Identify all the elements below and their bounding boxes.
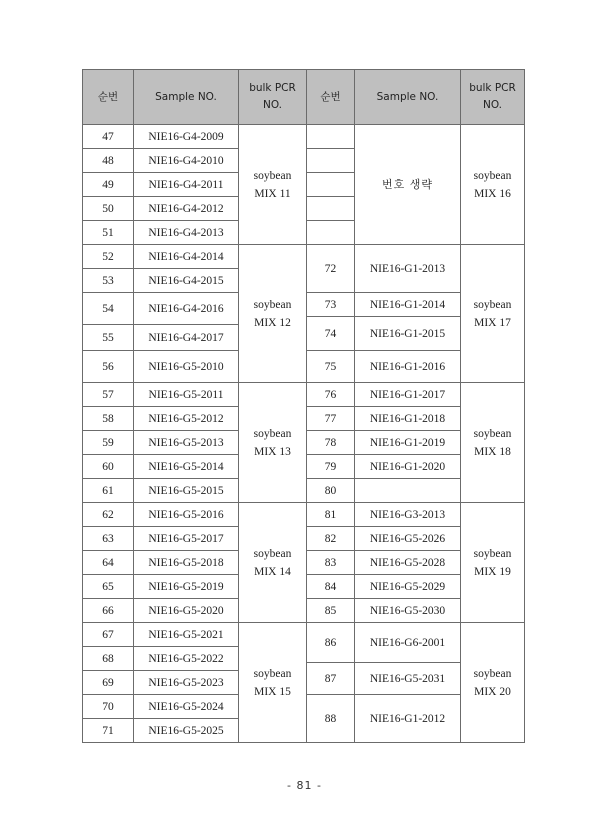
- sample-no-cell: NIE16-G1-2019: [355, 431, 461, 455]
- seq-number-cell: 47: [83, 125, 134, 149]
- sample-no-cell: NIE16-G1-2018: [355, 407, 461, 431]
- omitted-note: 번호 생략: [355, 125, 461, 245]
- sample-no-cell: [355, 479, 461, 503]
- sample-no-cell: NIE16-G4-2012: [134, 197, 239, 221]
- seq-number-cell: 60: [83, 455, 134, 479]
- header-seq-left: 순번: [83, 70, 134, 125]
- empty-cell: [307, 149, 355, 173]
- table-row: [83, 623, 525, 639]
- sample-no-cell: NIE16-G1-2012: [355, 695, 461, 743]
- seq-number-cell: 75: [307, 351, 355, 383]
- bulk-mix-cell: soybean MIX 14: [239, 503, 307, 623]
- bulk-mix-cell: soybean MIX 16: [461, 125, 525, 245]
- seq-number-cell: 80: [307, 479, 355, 503]
- seq-number-cell: 73: [307, 293, 355, 317]
- header-sample-left: Sample NO.: [134, 70, 239, 125]
- sample-no-cell: NIE16-G5-2026: [355, 527, 461, 551]
- sample-no-cell: NIE16-G3-2013: [355, 503, 461, 527]
- seq-number-cell: 85: [307, 599, 355, 623]
- sample-no-cell: NIE16-G5-2010: [134, 351, 239, 383]
- seq-number-cell: 48: [83, 149, 134, 173]
- sample-no-cell: NIE16-G5-2016: [134, 503, 239, 527]
- bulk-mix-cell: soybean MIX 12: [239, 245, 307, 383]
- page-number: - 81 -: [287, 779, 322, 792]
- bulk-mix-cell: soybean MIX 19: [461, 503, 525, 623]
- sample-no-cell: NIE16-G4-2010: [134, 149, 239, 173]
- header-bulk-left: bulk PCR NO.: [239, 70, 307, 125]
- empty-cell: [307, 173, 355, 197]
- sample-no-cell: NIE16-G4-2016: [134, 293, 239, 325]
- sample-no-cell: NIE16-G5-2015: [134, 479, 239, 503]
- sample-no-cell: NIE16-G5-2020: [134, 599, 239, 623]
- seq-number-cell: 66: [83, 599, 134, 623]
- seq-number-cell: 81: [307, 503, 355, 527]
- empty-cell: [307, 197, 355, 221]
- sample-no-cell: NIE16-G4-2011: [134, 173, 239, 197]
- sample-no-cell: NIE16-G4-2015: [134, 269, 239, 293]
- seq-number-cell: 70: [83, 695, 134, 719]
- bulk-mix-cell: soybean MIX 11: [239, 125, 307, 245]
- sample-no-cell: NIE16-G5-2030: [355, 599, 461, 623]
- bulk-mix-cell: soybean MIX 13: [239, 383, 307, 503]
- seq-number-cell: 61: [83, 479, 134, 503]
- sample-no-cell: NIE16-G5-2021: [134, 623, 239, 647]
- seq-number-cell: 53: [83, 269, 134, 293]
- sample-no-cell: NIE16-G5-2018: [134, 551, 239, 575]
- sample-no-cell: NIE16-G5-2017: [134, 527, 239, 551]
- seq-number-cell: 77: [307, 407, 355, 431]
- sample-no-cell: NIE16-G4-2014: [134, 245, 239, 269]
- seq-number-cell: 65: [83, 575, 134, 599]
- sample-no-cell: NIE16-G1-2015: [355, 317, 461, 351]
- table-row: [83, 503, 525, 527]
- header-row: [83, 70, 525, 125]
- seq-number-cell: 86: [307, 623, 355, 663]
- seq-number-cell: 52: [83, 245, 134, 269]
- header-sample-right: Sample NO.: [355, 70, 461, 125]
- empty-cell: [307, 125, 355, 149]
- header-seq-right: 순번: [307, 70, 355, 125]
- sample-no-cell: NIE16-G5-2013: [134, 431, 239, 455]
- sample-no-cell: NIE16-G5-2023: [134, 671, 239, 695]
- sample-no-cell: NIE16-G1-2017: [355, 383, 461, 407]
- sample-no-cell: NIE16-G5-2022: [134, 647, 239, 671]
- seq-number-cell: 51: [83, 221, 134, 245]
- sample-no-cell: NIE16-G5-2019: [134, 575, 239, 599]
- empty-cell: [307, 221, 355, 245]
- seq-number-cell: 62: [83, 503, 134, 527]
- table-row: [83, 125, 525, 149]
- sample-no-cell: NIE16-G4-2017: [134, 325, 239, 351]
- seq-number-cell: 54: [83, 293, 134, 325]
- sample-no-cell: NIE16-G1-2020: [355, 455, 461, 479]
- seq-number-cell: 88: [307, 695, 355, 743]
- seq-number-cell: 84: [307, 575, 355, 599]
- seq-number-cell: 58: [83, 407, 134, 431]
- seq-number-cell: 67: [83, 623, 134, 647]
- sample-no-cell: NIE16-G6-2001: [355, 623, 461, 663]
- bulk-mix-cell: soybean MIX 18: [461, 383, 525, 503]
- header-bulk-right: bulk PCR NO.: [461, 70, 525, 125]
- seq-number-cell: 87: [307, 663, 355, 695]
- table-row: [83, 383, 525, 407]
- seq-number-cell: 68: [83, 647, 134, 671]
- sample-no-cell: NIE16-G5-2012: [134, 407, 239, 431]
- seq-number-cell: 78: [307, 431, 355, 455]
- seq-number-cell: 74: [307, 317, 355, 351]
- bulk-mix-cell: soybean MIX 15: [239, 623, 307, 743]
- sample-no-cell: NIE16-G1-2014: [355, 293, 461, 317]
- sample-table: [82, 69, 525, 743]
- seq-number-cell: 56: [83, 351, 134, 383]
- seq-number-cell: 76: [307, 383, 355, 407]
- sample-no-cell: NIE16-G5-2025: [134, 719, 239, 743]
- sample-no-cell: NIE16-G4-2009: [134, 125, 239, 149]
- sample-no-cell: NIE16-G5-2024: [134, 695, 239, 719]
- seq-number-cell: 55: [83, 325, 134, 351]
- seq-number-cell: 71: [83, 719, 134, 743]
- sample-no-cell: NIE16-G4-2013: [134, 221, 239, 245]
- sample-no-cell: NIE16-G5-2014: [134, 455, 239, 479]
- seq-number-cell: 59: [83, 431, 134, 455]
- seq-number-cell: 49: [83, 173, 134, 197]
- bulk-mix-cell: soybean MIX 20: [461, 623, 525, 743]
- seq-number-cell: 83: [307, 551, 355, 575]
- sample-no-cell: NIE16-G1-2016: [355, 351, 461, 383]
- seq-number-cell: 63: [83, 527, 134, 551]
- seq-number-cell: 57: [83, 383, 134, 407]
- sample-no-cell: NIE16-G5-2011: [134, 383, 239, 407]
- sample-no-cell: NIE16-G5-2031: [355, 663, 461, 695]
- sample-no-cell: NIE16-G1-2013: [355, 245, 461, 293]
- sample-no-cell: NIE16-G5-2029: [355, 575, 461, 599]
- seq-number-cell: 72: [307, 245, 355, 293]
- seq-number-cell: 69: [83, 671, 134, 695]
- seq-number-cell: 82: [307, 527, 355, 551]
- bulk-mix-cell: soybean MIX 17: [461, 245, 525, 383]
- table-row: [83, 245, 525, 269]
- sample-no-cell: NIE16-G5-2028: [355, 551, 461, 575]
- seq-number-cell: 64: [83, 551, 134, 575]
- seq-number-cell: 79: [307, 455, 355, 479]
- seq-number-cell: 50: [83, 197, 134, 221]
